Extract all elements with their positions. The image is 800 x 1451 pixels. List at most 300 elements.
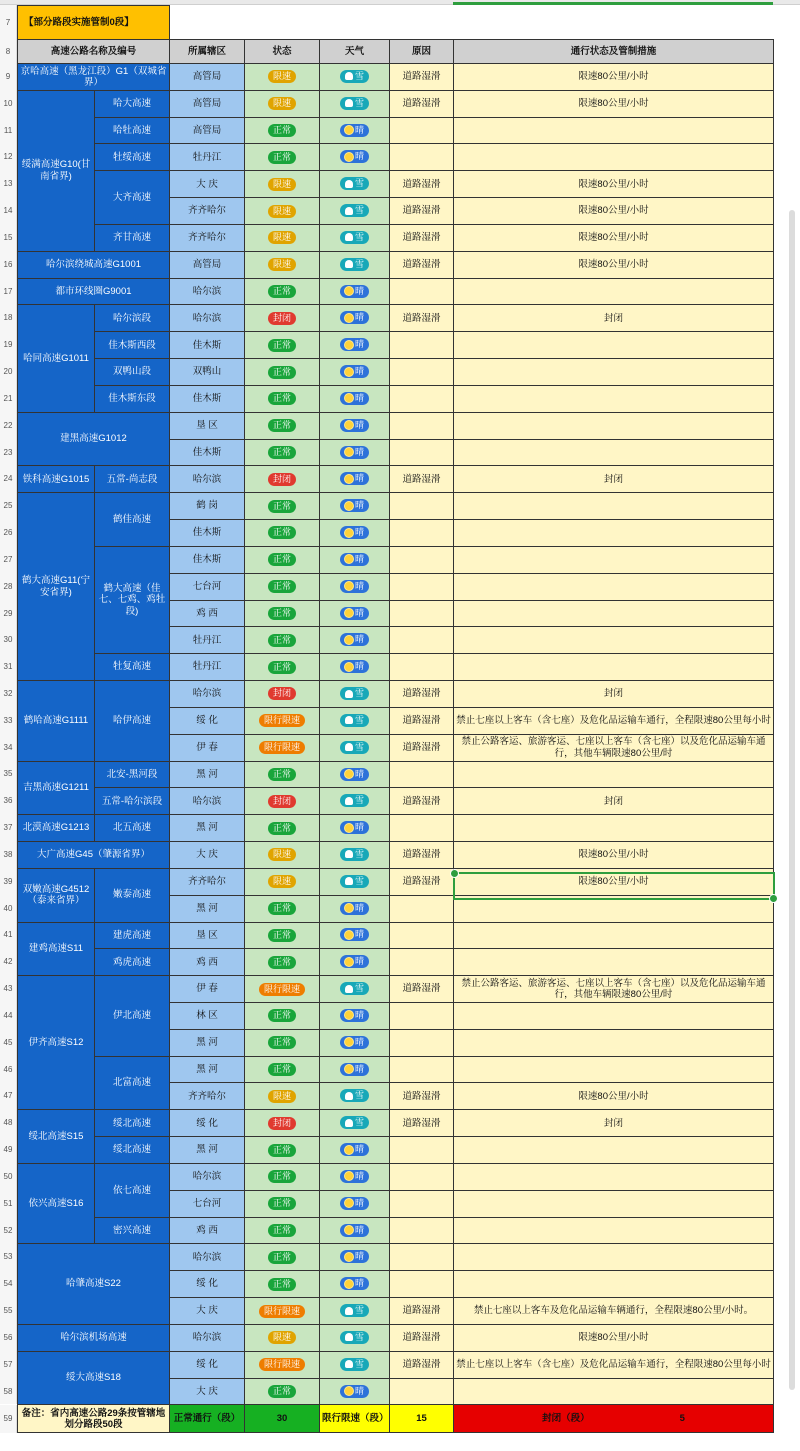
weather-cell [320, 627, 390, 654]
summary-row [18, 1405, 774, 1433]
sunny-weather-badge [340, 1385, 369, 1398]
row-number[interactable]: 26 [0, 519, 17, 546]
reason-cell [390, 1163, 454, 1190]
measure-cell [454, 546, 774, 573]
weather-label: 雪 [355, 258, 365, 269]
measure-cell: 封闭 [454, 681, 774, 708]
reason-cell: 道路湿滑 [390, 734, 454, 761]
reason-cell: 道路湿滑 [390, 681, 454, 708]
row-number[interactable]: 24 [0, 465, 17, 492]
cloud-snow-icon [345, 690, 353, 698]
region-cell: 哈尔滨 [170, 681, 245, 708]
row-number[interactable]: 41 [0, 922, 17, 949]
cloud-snow-icon [345, 797, 353, 805]
measure-cell: 封闭 [454, 788, 774, 815]
status-cell [245, 600, 320, 627]
status-badge: 正常 [268, 580, 296, 593]
measure-cell: 封闭 [454, 305, 774, 332]
status-badge: 正常 [268, 1036, 296, 1049]
row-number[interactable]: 23 [0, 439, 17, 466]
reason-cell: 道路湿滑 [390, 171, 454, 198]
row-number[interactable]: 14 [0, 197, 17, 224]
row-number[interactable]: 11 [0, 117, 17, 144]
weather-cell [320, 546, 390, 573]
region-cell: 佳木斯 [170, 332, 245, 359]
weather-label: 雪 [355, 875, 365, 886]
highway-name-cell: 北漠高速G1213 [18, 815, 95, 842]
table-row [18, 1217, 774, 1244]
sun-icon [345, 448, 353, 456]
weather-label: 雪 [355, 795, 365, 806]
status-cell [245, 1271, 320, 1298]
status-badge: 封闭 [268, 1117, 296, 1130]
reason-cell: 道路湿滑 [390, 90, 454, 117]
table-row [18, 868, 774, 895]
weather-cell [320, 171, 390, 198]
table-row [18, 1351, 774, 1378]
row-number[interactable]: 18 [0, 304, 17, 331]
weather-label: 晴 [355, 366, 365, 377]
section-name-cell: 嫩泰高速 [95, 868, 170, 922]
reason-cell [390, 815, 454, 842]
measure-cell [454, 412, 774, 439]
row-number[interactable]: 10 [0, 90, 17, 117]
weather-label: 晴 [355, 956, 365, 967]
status-badge: 封闭 [268, 312, 296, 325]
section-name-cell: 北五高速 [95, 815, 170, 842]
status-cell [245, 1217, 320, 1244]
row-number[interactable]: 48 [0, 1109, 17, 1136]
weather-label: 晴 [355, 580, 365, 591]
measure-cell: 禁止公路客运、旅游客运、七座以上客车（含七座）以及危化品运输车通行，其他车辆限速80公里/时 [454, 976, 774, 1003]
header-reason: 原因 [390, 40, 454, 64]
table-row [18, 278, 774, 305]
weather-cell [320, 1190, 390, 1217]
status-cell [245, 949, 320, 976]
sunny-weather-badge [340, 1170, 369, 1183]
row-number[interactable]: 52 [0, 1217, 17, 1244]
reason-cell [390, 144, 454, 171]
row-number[interactable]: 20 [0, 358, 17, 385]
sun-icon [345, 153, 353, 161]
row-number[interactable]: 42 [0, 948, 17, 975]
sun-icon [345, 421, 353, 429]
snow-weather-badge [340, 204, 369, 217]
region-cell: 黑 河 [170, 1029, 245, 1056]
row-number[interactable]: 34 [0, 734, 17, 761]
status-badge: 封闭 [268, 473, 296, 486]
row-number[interactable]: 19 [0, 331, 17, 358]
section-name-cell: 鹤大高速（佳七、七鸡、鸡牡段) [95, 546, 170, 653]
measure-cell [454, 627, 774, 654]
weather-label: 晴 [355, 473, 365, 484]
cloud-snow-icon [345, 877, 353, 885]
region-cell: 高管局 [170, 117, 245, 144]
sun-icon [345, 1387, 353, 1395]
measure-cell: 封闭 [454, 1110, 774, 1137]
closed-count-label: 封闭（段） [542, 1413, 590, 1425]
status-cell [245, 117, 320, 144]
weather-label: 雪 [355, 714, 365, 725]
weather-cell [320, 1351, 390, 1378]
table-row [18, 949, 774, 976]
status-badge: 正常 [268, 366, 296, 379]
reason-cell [390, 412, 454, 439]
row-number[interactable]: 56 [0, 1324, 17, 1351]
section-name-cell: 绥北高速 [95, 1137, 170, 1164]
sunny-weather-badge [340, 660, 369, 673]
status-badge: 限行限速 [259, 983, 305, 996]
row-number[interactable]: 58 [0, 1378, 17, 1405]
row-number[interactable]: 9 [0, 63, 17, 90]
status-badge: 限行限速 [259, 714, 305, 727]
status-cell [245, 815, 320, 842]
measure-cell [454, 600, 774, 627]
row-number[interactable]: 15 [0, 224, 17, 251]
header-region: 所属辖区 [170, 40, 245, 64]
table-row [18, 1244, 774, 1271]
status-badge: 正常 [268, 822, 296, 835]
table-row [18, 788, 774, 815]
row-number[interactable]: 21 [0, 385, 17, 412]
region-cell: 哈尔滨 [170, 305, 245, 332]
row-number[interactable]: 55 [0, 1297, 17, 1324]
row-number[interactable]: 16 [0, 251, 17, 278]
status-cell [245, 198, 320, 225]
status-cell [245, 573, 320, 600]
sun-icon [345, 958, 353, 966]
weather-label: 晴 [355, 527, 365, 538]
limit-count-label: 限行限速（段） [320, 1405, 390, 1433]
table-row [18, 1137, 774, 1164]
sunny-weather-badge [340, 928, 369, 941]
weather-label: 雪 [355, 178, 365, 189]
sunny-weather-badge [340, 1250, 369, 1263]
region-cell: 佳木斯 [170, 520, 245, 547]
region-cell: 双鸭山 [170, 359, 245, 386]
section-name-cell: 哈牡高速 [95, 117, 170, 144]
sun-icon [345, 1146, 353, 1154]
weather-cell [320, 922, 390, 949]
region-cell: 黑 河 [170, 815, 245, 842]
weather-label: 雪 [355, 97, 365, 108]
snow-weather-badge [340, 97, 369, 110]
measure-cell: 禁止七座以上客车（含七座）及危化品运输车通行，全程限速80公里每小时 [454, 707, 774, 734]
reason-cell [390, 359, 454, 386]
section-name-cell: 牡复高速 [95, 654, 170, 681]
vertical-scrollbar[interactable] [789, 210, 795, 1390]
row-number[interactable]: 12 [0, 143, 17, 170]
weather-cell [320, 976, 390, 1003]
weather-label: 晴 [355, 312, 365, 323]
sunny-weather-badge [340, 472, 369, 485]
sun-icon [345, 394, 353, 402]
table-row [18, 117, 774, 144]
row-number[interactable]: 46 [0, 1056, 17, 1083]
status-badge: 正常 [268, 124, 296, 137]
weather-label: 晴 [355, 634, 365, 645]
weather-label: 雪 [355, 1117, 365, 1128]
sun-icon [345, 1280, 353, 1288]
sunny-weather-badge [340, 1063, 369, 1076]
row-number[interactable]: 57 [0, 1351, 17, 1378]
status-badge: 正常 [268, 956, 296, 969]
row-number[interactable]: 49 [0, 1136, 17, 1163]
sun-icon [345, 1065, 353, 1073]
row-number[interactable]: 33 [0, 707, 17, 734]
table-row [18, 922, 774, 949]
row-number[interactable]: 40 [0, 895, 17, 922]
snow-weather-badge [340, 70, 369, 83]
highway-name-cell: 建鸡高速S11 [18, 922, 95, 976]
region-cell: 哈尔滨 [170, 278, 245, 305]
status-badge: 正常 [268, 1009, 296, 1022]
measure-cell [454, 922, 774, 949]
section-name-cell: 双鸭山段 [95, 359, 170, 386]
measure-cell: 封闭 [454, 466, 774, 493]
row-number[interactable]: 32 [0, 680, 17, 707]
region-cell: 牡丹江 [170, 144, 245, 171]
row-number[interactable]: 59 [0, 1405, 17, 1433]
row-number[interactable]: 8 [0, 39, 17, 63]
region-cell: 绥 化 [170, 1110, 245, 1137]
status-badge: 限速 [268, 848, 296, 861]
region-cell: 绥 化 [170, 1271, 245, 1298]
reason-cell [390, 1244, 454, 1271]
row-number[interactable]: 39 [0, 868, 17, 895]
weather-label: 晴 [355, 446, 365, 457]
reason-cell [390, 332, 454, 359]
snow-weather-badge [340, 794, 369, 807]
row-number[interactable]: 51 [0, 1190, 17, 1217]
weather-cell [320, 600, 390, 627]
row-number[interactable]: 13 [0, 170, 17, 197]
row-number[interactable]: 27 [0, 546, 17, 573]
reason-cell [390, 493, 454, 520]
status-badge: 正常 [268, 553, 296, 566]
weather-label: 晴 [355, 1144, 365, 1155]
sunny-weather-badge [340, 1143, 369, 1156]
region-cell: 鹤 岗 [170, 493, 245, 520]
reason-cell: 道路湿滑 [390, 842, 454, 869]
table-row [18, 412, 774, 439]
section-name-cell: 五常-哈尔滨段 [95, 788, 170, 815]
section-name-cell: 哈大高速 [95, 90, 170, 117]
section-name-cell: 佳木斯东段 [95, 385, 170, 412]
table-row [18, 144, 774, 171]
header-name: 高速公路名称及编号 [18, 40, 170, 64]
weather-label: 晴 [355, 1063, 365, 1074]
sunny-weather-badge [340, 365, 369, 378]
measure-cell [454, 1378, 774, 1405]
reason-cell: 道路湿滑 [390, 1324, 454, 1351]
weather-label: 晴 [355, 822, 365, 833]
row-number[interactable]: 35 [0, 761, 17, 788]
sunny-weather-badge [340, 1036, 369, 1049]
row-number[interactable]: 45 [0, 1029, 17, 1056]
status-cell [245, 493, 320, 520]
sunny-weather-badge [340, 607, 369, 620]
region-cell: 高管局 [170, 90, 245, 117]
region-cell: 绥 化 [170, 1351, 245, 1378]
status-badge: 限行限速 [259, 1305, 305, 1318]
row-number[interactable]: 47 [0, 1083, 17, 1110]
sunny-weather-badge [340, 1224, 369, 1237]
status-badge: 正常 [268, 526, 296, 539]
region-cell: 七台河 [170, 1190, 245, 1217]
snow-weather-badge [340, 848, 369, 861]
weather-label: 晴 [355, 1197, 365, 1208]
reason-cell [390, 1217, 454, 1244]
status-badge: 正常 [268, 1144, 296, 1157]
table-row [18, 1056, 774, 1083]
section-name-cell: 五常-尚志段 [95, 466, 170, 493]
region-cell: 鸡 西 [170, 600, 245, 627]
highway-name-cell: 都市环线圈G9001 [18, 278, 170, 305]
section-name-cell: 佳木斯西段 [95, 332, 170, 359]
measure-cell [454, 895, 774, 922]
status-badge: 限速 [268, 178, 296, 191]
row-number[interactable]: 54 [0, 1270, 17, 1297]
sun-icon [345, 609, 353, 617]
status-cell [245, 1378, 320, 1405]
measure-cell [454, 520, 774, 547]
region-cell: 哈尔滨 [170, 788, 245, 815]
region-cell: 大 庆 [170, 1298, 245, 1325]
status-badge: 限速 [268, 1090, 296, 1103]
region-cell: 林 区 [170, 1002, 245, 1029]
status-badge: 正常 [268, 902, 296, 915]
reason-cell: 道路湿滑 [390, 198, 454, 225]
weather-cell [320, 359, 390, 386]
highway-name-cell: 鹤哈高速G1111 [18, 681, 95, 761]
section-name-cell: 哈尔滨段 [95, 305, 170, 332]
sun-icon [345, 555, 353, 563]
status-cell [245, 1190, 320, 1217]
header-measure: 通行状态及管制措施 [454, 40, 774, 64]
row-number[interactable]: 17 [0, 278, 17, 305]
measure-cell [454, 1002, 774, 1029]
status-cell [245, 359, 320, 386]
region-cell: 伊 春 [170, 734, 245, 761]
sun-icon [345, 582, 353, 590]
status-badge: 正常 [268, 419, 296, 432]
reason-cell: 道路湿滑 [390, 868, 454, 895]
row-number[interactable]: 36 [0, 787, 17, 814]
cloud-snow-icon [345, 260, 353, 268]
limit-count: 15 [390, 1405, 454, 1433]
header-status: 状态 [245, 40, 320, 64]
sunny-weather-badge [340, 526, 369, 539]
region-cell: 牡丹江 [170, 627, 245, 654]
row-number[interactable]: 43 [0, 975, 17, 1002]
header-weather: 天气 [320, 40, 390, 64]
status-cell [245, 144, 320, 171]
measure-cell: 禁止七座以上客车及危化品运输车辆通行，全程限速80公里/小时。 [454, 1298, 774, 1325]
weather-cell [320, 278, 390, 305]
table-row [18, 1324, 774, 1351]
table-row [18, 251, 774, 278]
measure-cell [454, 815, 774, 842]
snow-weather-badge [340, 258, 369, 271]
weather-label: 晴 [355, 1170, 365, 1181]
row-number[interactable]: 29 [0, 600, 17, 627]
status-cell [245, 734, 320, 761]
section-name-cell: 伊北高速 [95, 976, 170, 1056]
summary-note: 备注：省内高速公路29条按管辖地划分路段50段 [18, 1405, 170, 1433]
weather-cell [320, 1324, 390, 1351]
status-cell [245, 1351, 320, 1378]
sun-icon [345, 341, 353, 349]
weather-label: 雪 [355, 848, 365, 859]
weather-cell [320, 1137, 390, 1164]
status-badge: 正常 [268, 1063, 296, 1076]
weather-cell [320, 198, 390, 225]
status-cell [245, 64, 320, 91]
row-number[interactable]: 28 [0, 573, 17, 600]
weather-label: 雪 [355, 741, 365, 752]
row-number[interactable]: 50 [0, 1163, 17, 1190]
region-cell: 哈尔滨 [170, 1244, 245, 1271]
weather-label: 晴 [355, 661, 365, 672]
weather-cell [320, 1002, 390, 1029]
cloud-snow-icon [345, 743, 353, 751]
row-number[interactable]: 44 [0, 1002, 17, 1029]
region-cell: 七台河 [170, 573, 245, 600]
weather-cell [320, 681, 390, 708]
status-badge: 正常 [268, 1278, 296, 1291]
row-number[interactable]: 38 [0, 841, 17, 868]
measure-cell [454, 949, 774, 976]
weather-label: 晴 [355, 768, 365, 779]
weather-label: 晴 [355, 500, 365, 511]
status-cell [245, 1002, 320, 1029]
weather-cell [320, 573, 390, 600]
reason-cell [390, 1271, 454, 1298]
snow-weather-badge [340, 1116, 369, 1129]
row-number[interactable]: 25 [0, 492, 17, 519]
row-number[interactable]: 30 [0, 626, 17, 653]
snow-weather-badge [340, 687, 369, 700]
reason-cell [390, 600, 454, 627]
measure-cell [454, 332, 774, 359]
row-number[interactable]: 22 [0, 412, 17, 439]
row-number[interactable]: 31 [0, 653, 17, 680]
sunny-weather-badge [340, 285, 369, 298]
row-number[interactable]: 7 [0, 5, 17, 39]
status-cell [245, 466, 320, 493]
section-name-cell: 北安-黑河段 [95, 761, 170, 788]
sun-icon [345, 1172, 353, 1180]
reason-cell: 道路湿滑 [390, 305, 454, 332]
weather-label: 晴 [355, 1278, 365, 1289]
sunny-weather-badge [340, 768, 369, 781]
status-cell [245, 439, 320, 466]
section-name-cell: 密兴高速 [95, 1217, 170, 1244]
reason-cell: 道路湿滑 [390, 1351, 454, 1378]
highway-name-cell: 铁科高速G1015 [18, 466, 95, 493]
sun-icon [345, 502, 353, 510]
table-row [18, 681, 774, 708]
region-cell: 垦 区 [170, 922, 245, 949]
reason-cell [390, 546, 454, 573]
row-number[interactable]: 53 [0, 1244, 17, 1271]
snow-weather-badge [340, 714, 369, 727]
region-cell: 大 庆 [170, 171, 245, 198]
measure-cell [454, 1163, 774, 1190]
row-number[interactable]: 37 [0, 814, 17, 841]
weather-cell [320, 305, 390, 332]
